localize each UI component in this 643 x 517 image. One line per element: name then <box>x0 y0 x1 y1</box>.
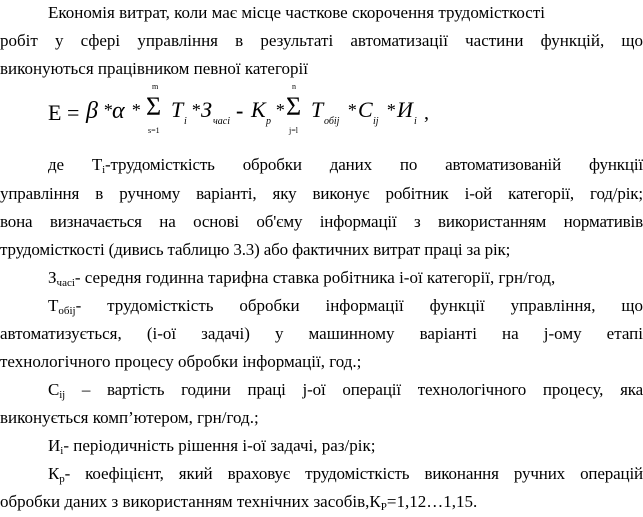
def-z-subscript: часі <box>56 277 75 289</box>
formula-alpha: α <box>112 98 125 124</box>
formula-star: * <box>103 100 112 120</box>
sum2-lower: j=l <box>289 126 298 135</box>
intro-line-1: Економія витрат, коли має місце часткове скорочення трудомісткості <box>48 3 545 22</box>
sum2-sigma: Σ <box>286 92 302 121</box>
sum2-upper: n <box>292 82 296 91</box>
def-tob-text: - трудомісткість обробки інформації функції управління, що <box>75 296 643 315</box>
formula-Tob-sub: обij <box>324 116 340 127</box>
def-ti-line-1 <box>48 155 643 175</box>
def-ti-line-3: вона визначається на основі об'єму інформації з використанням нормативів <box>0 212 643 231</box>
def-k-symbol: К <box>48 464 60 483</box>
def-k-line-2 <box>0 492 643 512</box>
savings-formula <box>48 82 508 140</box>
def-c-symbol: С <box>48 380 60 399</box>
formula-C-sub: ij <box>373 116 379 127</box>
formula-T-index: i <box>184 116 187 127</box>
def-i-line-1 <box>48 436 643 456</box>
def-ti-line-4: трудомісткості (дивись таблицю 3.3) або фактичних витрат праці за рік; <box>0 240 511 259</box>
formula-I-sub: i <box>414 116 417 127</box>
def-ti-text: -трудомісткість обробки даних по автоматизованій функції <box>105 155 643 174</box>
formula-beta: β <box>86 98 98 124</box>
intro-line-2: робіт у сфері управління в результаті автоматизації частини функцій, що <box>0 31 643 50</box>
formula-C: C <box>358 97 373 122</box>
def-k-range-label: обробки даних з використанням технічних засобів,К <box>0 492 381 511</box>
formula-T: T <box>171 97 184 122</box>
def-z-line-1 <box>48 268 643 288</box>
def-k-subscript: р <box>59 473 65 485</box>
def-tob-line-2: автоматизується, (і-ої задачі) у машинному варіанті на j-ому етапі <box>0 324 643 343</box>
formula-minus: - <box>236 98 244 123</box>
formula-Tob: T <box>311 97 324 122</box>
sum1-lower: s=1 <box>148 126 160 135</box>
sum1-upper: m <box>152 82 159 91</box>
formula-star: * <box>191 100 200 120</box>
def-tob-symbol: T <box>48 296 59 315</box>
def-ti-line-2: управління в ручному варіанті, яку виконує робітник і-ой категорії, год/рік; <box>0 184 643 203</box>
def-ti-symbol: де T <box>48 155 103 174</box>
def-tob-line-1 <box>48 296 643 316</box>
def-c-line-1 <box>48 380 643 400</box>
def-k-range-subscript: Р <box>380 501 387 513</box>
def-k-range-value: =1,12…1,15. <box>386 492 478 511</box>
def-k-line-1 <box>48 464 643 484</box>
intro-line-3: виконуються працівником певної категорії <box>0 59 308 78</box>
def-c-subscript: ij <box>59 389 66 401</box>
formula-lhs: Е = <box>48 100 80 125</box>
def-i-symbol: И <box>48 436 61 455</box>
def-i-subscript: і <box>60 445 64 457</box>
formula-I: И <box>397 97 413 122</box>
formula-star: * <box>131 100 140 120</box>
def-c-text: – вартість години праці j-ої операції технологічного процесу, яка <box>65 380 643 399</box>
formula-star: * <box>275 100 284 120</box>
def-z-text: - середня годинна тарифна ставка робітника і-ої категорії, грн/год, <box>74 268 556 287</box>
formula-Z-sub: часі <box>213 116 230 127</box>
def-ti-subscript: i <box>102 164 105 176</box>
formula-comma: , <box>424 102 429 124</box>
def-z-symbol: З <box>48 268 57 287</box>
formula-Z: З <box>201 97 212 122</box>
def-i-text: - періодичність рішення і-ої задачі, раз/рік; <box>63 436 376 455</box>
formula-K-sub: p <box>266 116 271 127</box>
def-tob-line-3: технологічного процесу обробки інформації, год.; <box>0 352 362 371</box>
formula-K: K <box>251 97 266 122</box>
formula-star: * <box>347 100 356 120</box>
def-k-text: - коефіцієнт, який враховує трудомісткість виконання ручних операцій <box>64 464 643 483</box>
sum1-sigma: Σ <box>146 92 162 121</box>
def-c-line-2: виконується комп’ютером, грн/год.; <box>0 408 259 427</box>
def-tob-subscript: обij <box>58 305 76 317</box>
formula-star: * <box>386 100 395 120</box>
